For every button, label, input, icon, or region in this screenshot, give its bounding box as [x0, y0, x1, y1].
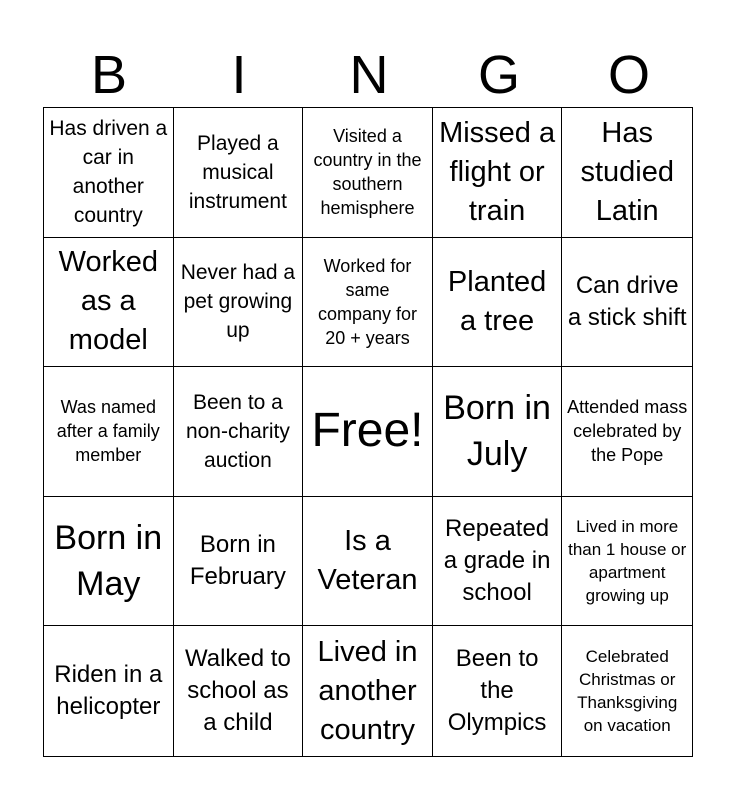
bingo-cell-text: Has studied Latin: [580, 116, 674, 227]
bingo-cell-text: Was named after a family member: [56, 397, 160, 466]
bingo-cell-text: Born in May: [54, 519, 163, 604]
bingo-cell-text: Never had a pet growing up: [180, 261, 296, 343]
bingo-cell-text: Lived in another country: [317, 635, 418, 746]
bingo-cell-text: Walked to school as a child: [184, 645, 291, 737]
bingo-cell[interactable]: [174, 497, 304, 627]
bingo-cell[interactable]: [44, 108, 174, 238]
bingo-cell-text: Worked as a model: [58, 246, 158, 357]
bingo-cell-text: Can drive a stick shift: [567, 271, 687, 331]
bingo-cell-text: Been to the Olympics: [447, 645, 547, 737]
bingo-header: [44, 44, 694, 106]
header-letter-g: G: [477, 45, 520, 105]
header-letter-n: N: [349, 45, 389, 105]
bingo-free-cell[interactable]: [303, 367, 433, 497]
header-letter-o: O: [607, 45, 650, 105]
bingo-cell-text: Been to a non-charity auction: [185, 390, 290, 472]
bingo-cell-text: Visited a country in the southern hemisphere: [313, 126, 422, 219]
bingo-cell[interactable]: [44, 626, 174, 756]
bingo-grid: [43, 107, 693, 757]
bingo-cell[interactable]: [44, 497, 174, 627]
bingo-cell[interactable]: [433, 108, 563, 238]
bingo-cell-text: Played a musical instrument: [188, 131, 287, 213]
bingo-cell[interactable]: [174, 238, 304, 368]
bingo-cell[interactable]: [562, 238, 692, 368]
bingo-cell-text: Riden in a helicopter: [54, 661, 163, 721]
header-letter-i: I: [231, 45, 247, 105]
bingo-cell[interactable]: [433, 367, 563, 497]
bingo-cell[interactable]: [562, 108, 692, 238]
bingo-cell-text: Worked for same company for 20 + years: [317, 255, 418, 348]
bingo-cell[interactable]: [44, 367, 174, 497]
bingo-cell[interactable]: [562, 367, 692, 497]
bingo-cell[interactable]: [303, 238, 433, 368]
bingo-cell[interactable]: [174, 108, 304, 238]
bingo-cell-text: Born in July: [443, 389, 551, 474]
bingo-cell[interactable]: [174, 626, 304, 756]
bingo-cell[interactable]: [562, 497, 692, 627]
header-letter-b: B: [90, 45, 128, 105]
bingo-cell[interactable]: [303, 626, 433, 756]
bingo-cell[interactable]: [562, 626, 692, 756]
bingo-cell-text: Free!: [311, 404, 424, 458]
bingo-cell-text: Missed a flight or train: [439, 116, 556, 227]
bingo-cell-text: Lived in more than 1 house or apartment growing up: [568, 517, 687, 606]
bingo-cell-text: Is a Veteran: [317, 525, 418, 597]
bingo-cell[interactable]: [44, 238, 174, 368]
bingo-cell-text: Repeated a grade in school: [443, 515, 551, 607]
bingo-cell-text: Born in February: [189, 531, 286, 591]
bingo-cell[interactable]: [303, 497, 433, 627]
bingo-cell[interactable]: [433, 238, 563, 368]
bingo-cell-text: Planted a tree: [447, 265, 547, 337]
bingo-cell-text: Celebrated Christmas or Thanksgiving on vacation: [577, 647, 678, 736]
bingo-cell-text: Attended mass celebrated by the Pope: [567, 397, 688, 466]
bingo-cell[interactable]: [433, 626, 563, 756]
bingo-cell[interactable]: [303, 108, 433, 238]
bingo-cell[interactable]: [433, 497, 563, 627]
bingo-cell-text: Has driven a car in another country: [49, 117, 168, 228]
bingo-cell[interactable]: [174, 367, 304, 497]
